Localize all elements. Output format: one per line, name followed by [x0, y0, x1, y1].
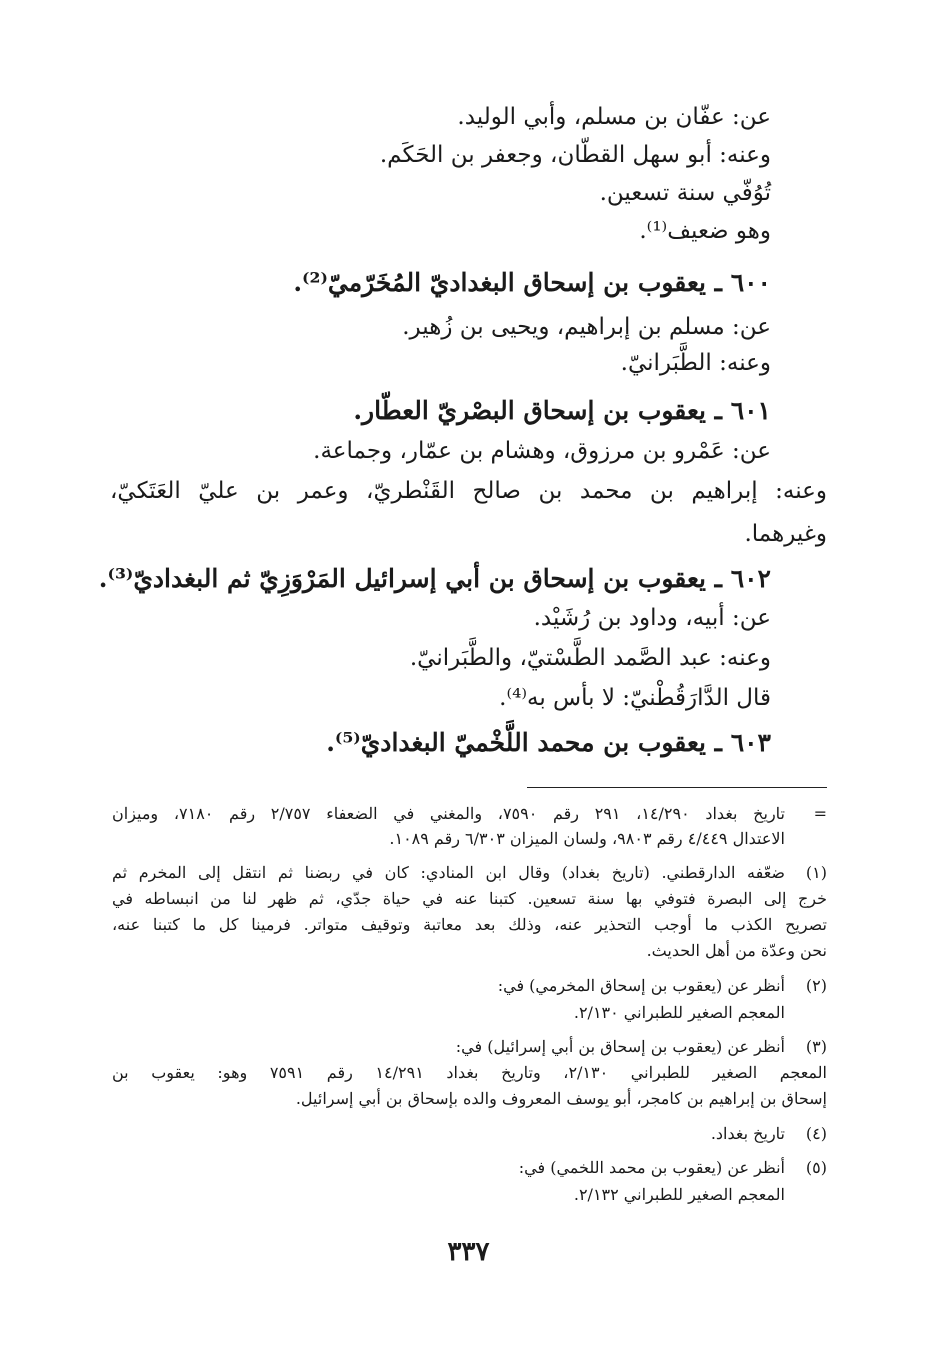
- footnote-line: المعجم الصغير للطبراني ٢/١٣٠.: [573, 1003, 785, 1022]
- body-line: وعنه: إبراهيم بن محمد بن صالح القَنْطريّ، وعمر بن عليّ العَتَكيّ،: [110, 478, 827, 504]
- body-line: وعنه: الطَّبَرانيّ.: [620, 350, 771, 376]
- footnote-line: أنظر عن (يعقوب بن إسحاق المخرمي) في:: [497, 976, 785, 995]
- footnote-line: الاعتدال ٤/٤٤٩ رقم ٩٨٠٣، ولسان الميزان ٦/٣٠٣ رقم ١٠٨٩.: [389, 829, 785, 848]
- body-line: عن: عفّان بن مسلم، وأبي الوليد.: [457, 104, 771, 130]
- footnote-number: (٣): [805, 1037, 827, 1056]
- footnote-line: خرج إلى البصرة فتوفي بها سنة تسعين. كتبنا عنه في حياة جدّي، ثم ظهر لنا من انبساطه في: [112, 889, 827, 908]
- body-line: وغيرهما.: [744, 521, 827, 547]
- body-line: تُوُفّي سنة تسعين.: [599, 180, 771, 206]
- body-line: وعنه: أبو سهل القطّان، وجعفر بن الحَكَم.: [379, 142, 771, 168]
- footnote-line: المعجم الصغير للطبراني ٢/١٣٠، وتاريخ بغداد ١٤/٢٩١ رقم ٧٥٩١ وهو: يعقوب بن: [112, 1063, 828, 1082]
- body-line: وهو ضعيف⁽¹⁾.: [639, 218, 771, 244]
- footnote-line: تاريخ بغداد.: [710, 1124, 785, 1143]
- footnote-line: ضعّفه الدارقطني. (تاريخ بغداد) وقال ابن المنادي: كان في ربضنا ثم انتقل إلى المخرم ثم: [112, 863, 785, 882]
- entry-heading-601: ٦٠١ ـ يعقوب بن إسحاق البصْريّ العطّار.: [353, 396, 771, 425]
- footnote-line: المعجم الصغير للطبراني ٢/١٣٢.: [573, 1185, 785, 1204]
- body-line: عن: مسلم بن إبراهيم، ويحيى بن زُهير.: [402, 314, 771, 340]
- body-line: قال الدَّارَقُطْنيّ: لا بأس به⁽⁴⁾.: [499, 685, 771, 711]
- body-line: وعنه: عبد الصَّمد الطَّسْتيّ، والطَّبَرانيّ.: [409, 645, 771, 671]
- footnote-line: إسحاق بن إبراهيم بن كامجر، أبو يوسف المعروف والده بإسحاق بن أبي إسرائيل.: [295, 1089, 827, 1108]
- footnote-line: أنظر عن (يعقوب بن إسحاق بن أبي إسرائيل) في:: [455, 1037, 785, 1056]
- footnote-number: (٤): [805, 1124, 827, 1143]
- footnote-line: نحن وعدّة من أهل الحديث.: [646, 941, 827, 960]
- entry-heading-602: ٦٠٢ ـ يعقوب بن إسحاق بن أبي إسرائيل المَرْوَزِيّ ثم البغداديّ⁽³⁾.: [98, 564, 771, 593]
- footnote-line: أنظر عن (يعقوب بن محمد اللخمي) في:: [518, 1158, 785, 1177]
- entry-heading-603: ٦٠٣ ـ يعقوب بن محمد اللَّخْميّ البغداديّ⁽⁵⁾.: [326, 728, 771, 757]
- entry-heading-600: ٦٠٠ ـ يعقوب بن إسحاق البغداديّ المُخَرّميّ⁽²⁾.: [293, 268, 771, 297]
- footnote-number: (٥): [805, 1158, 827, 1177]
- footnote-number: (٢): [805, 976, 827, 995]
- footnote-continuation-mark: =: [813, 804, 827, 823]
- footnote-number: (١): [805, 863, 827, 882]
- body-line: عن: عَمْرو بن مرزوق، وهشام بن عمّار، وجماعة.: [313, 438, 771, 464]
- footnote-line: تصريح الكذب ما أوجب التحذير عنه، وذلك بعد معاتبة وتوقيف متواتر. فرمينا كل ما كتبنا عنه،: [112, 915, 828, 934]
- body-line: عن: أبيه، وداود بن رُشَيْد.: [533, 605, 771, 631]
- page-number: ٣٣٧: [447, 1237, 490, 1267]
- footnote-line: تاريخ بغداد ١٤/٢٩٠، ٢٩١ رقم ٧٥٩٠، والمغني في الضعفاء ٢/٧٥٧ رقم ٧١٨٠، وميزان: [112, 804, 786, 823]
- footnote-separator: [527, 787, 827, 788]
